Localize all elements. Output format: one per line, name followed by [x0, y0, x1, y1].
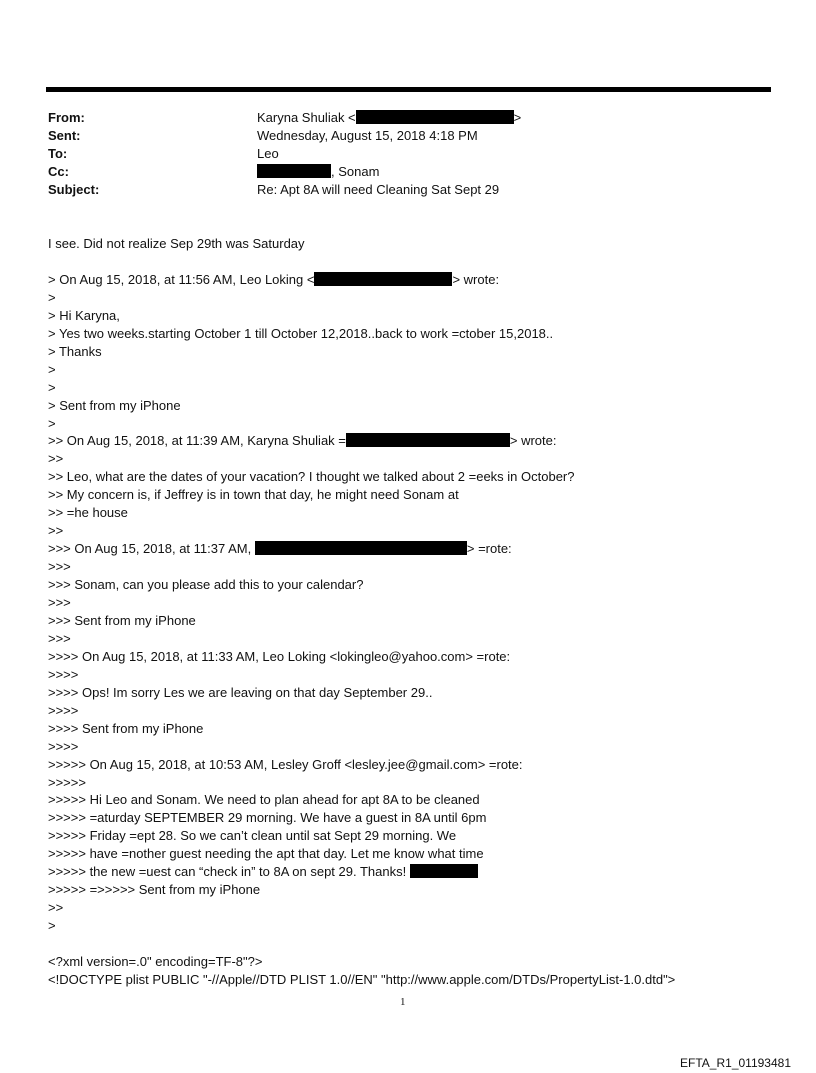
- body-line: >>>>> the new =uest can “check in” to 8A on sept 29. Thanks!: [48, 863, 478, 881]
- subject-label: Subject:: [48, 182, 100, 197]
- body-line: >>>>> On Aug 15, 2018, at 10:53 AM, Lesley Groff <lesley.jee@gmail.com> =rote:: [48, 757, 523, 772]
- from-label: From:: [48, 110, 85, 125]
- body-line: >>>>> =>>>>> Sent from my iPhone: [48, 882, 261, 897]
- body-line: >>>>: [48, 739, 79, 754]
- to-label: To:: [48, 146, 68, 161]
- body-line: >: [48, 918, 56, 933]
- body-line: > Hi Karyna,: [48, 308, 120, 323]
- body-line: >: [48, 416, 56, 431]
- body-line: >>>>> Friday =ept 28. So we can’t clean until sat Sept 29 morning. We: [48, 828, 457, 843]
- body-line: >>> Sent from my iPhone: [48, 613, 196, 628]
- cc-label: Cc:: [48, 164, 69, 179]
- subject-value: Re: Apt 8A will need Cleaning Sat Sept 29: [257, 182, 500, 197]
- body-line: >>>: [48, 559, 71, 574]
- body-line: >: [48, 362, 56, 377]
- sent-label: Sent:: [48, 128, 81, 143]
- body-line: >>>>> Hi Leo and Sonam. We need to plan ahead for apt 8A to be cleaned: [48, 792, 480, 807]
- sent-value: Wednesday, August 15, 2018 4:18 PM: [257, 128, 478, 143]
- body-line: >> My concern is, if Jeffrey is in town that day, he might need Sonam at: [48, 487, 459, 502]
- body-line: >> On Aug 15, 2018, at 11:39 AM, Karyna Shuliak = > wrote:: [48, 433, 557, 448]
- body-line: >>>> On Aug 15, 2018, at 11:33 AM, Leo Loking <lokingleo@yahoo.com> =rote:: [48, 649, 511, 664]
- body-line: >> =he house: [48, 505, 128, 520]
- redaction-box: [356, 110, 514, 124]
- body-line: >: [48, 380, 56, 395]
- redaction-box: [410, 864, 478, 878]
- body-line: >>>: [48, 595, 71, 610]
- body-line: > Thanks: [48, 344, 102, 359]
- body-line: >>>>: [48, 703, 79, 718]
- page-number: 1: [400, 996, 406, 1008]
- body-line: <!DOCTYPE plist PUBLIC "-//Apple//DTD PLIST 1.0//EN" "http://www.apple.com/DTDs/PropertyList-1.0.dtd">: [48, 972, 676, 987]
- body-line: <?xml version=.0" encoding=TF-8"?>: [48, 954, 263, 969]
- body-line: >>: [48, 523, 64, 538]
- header-rule: [46, 87, 771, 92]
- body-line: >>>>>: [48, 775, 86, 790]
- body-line: > Sent from my iPhone: [48, 398, 181, 413]
- body-line: >>> Sonam, can you please add this to your calendar?: [48, 577, 364, 592]
- body-line: I see. Did not realize Sep 29th was Saturday: [48, 236, 305, 251]
- redaction-box: [255, 541, 467, 555]
- body-line: > On Aug 15, 2018, at 11:56 AM, Leo Loking < > wrote:: [48, 272, 500, 287]
- to-value: Leo: [257, 146, 279, 161]
- body-line: >>: [48, 900, 64, 915]
- redaction-box: [314, 272, 452, 286]
- body-line: >>>: [48, 631, 71, 646]
- body-line: >> Leo, what are the dates of your vacation? I thought we talked about 2 =eeks in October?: [48, 469, 575, 484]
- body-line: >>> On Aug 15, 2018, at 11:37 AM, > =rote:: [48, 541, 512, 556]
- cc-value: , Sonam: [257, 163, 379, 181]
- redaction-box: [346, 433, 510, 447]
- body-line: >>: [48, 451, 64, 466]
- body-line: >>>> Ops! Im sorry Les we are leaving on that day September 29..: [48, 685, 433, 700]
- from-value: Karyna Shuliak < >: [257, 110, 522, 125]
- redaction-box: [257, 164, 331, 178]
- body-line: >>>>> =aturday SEPTEMBER 29 morning. We have a guest in 8A until 6pm: [48, 810, 487, 825]
- body-line: >>>>> have =nother guest needing the apt that day. Let me know what time: [48, 846, 484, 861]
- bates-number: EFTA_R1_01193481: [680, 1056, 791, 1070]
- body-line: >: [48, 290, 56, 305]
- body-line: >>>> Sent from my iPhone: [48, 721, 204, 736]
- body-line: > Yes two weeks.starting October 1 till October 12,2018..back to work =ctober 15,2018..: [48, 326, 554, 341]
- body-line: >>>>: [48, 667, 79, 682]
